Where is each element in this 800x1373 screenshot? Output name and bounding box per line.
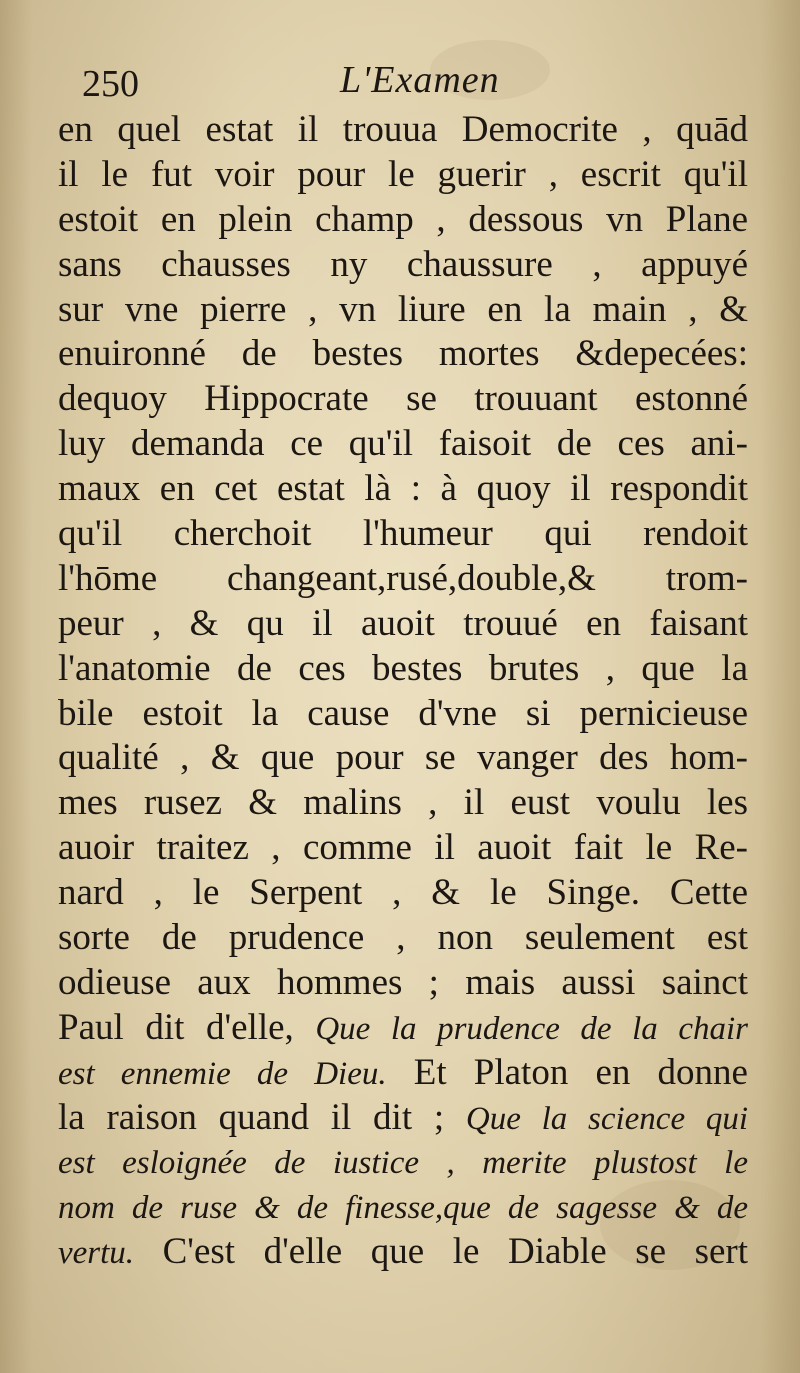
roman-text: qu'il cherchoit l'humeur qui rendoit bbox=[58, 513, 748, 555]
text-line bbox=[58, 692, 748, 737]
text-line bbox=[58, 288, 748, 333]
roman-text: sans chausses ny chaussure , appuyé bbox=[58, 243, 748, 285]
italic-text: Que la science qui bbox=[465, 1100, 748, 1137]
text-line bbox=[58, 826, 748, 871]
text-line bbox=[58, 1185, 748, 1230]
text-line bbox=[58, 198, 748, 243]
text-line bbox=[58, 243, 748, 288]
italic-text: est ennemie de Dieu. bbox=[58, 1055, 387, 1092]
roman-text: auoir traitez , comme il auoit fait le Re- bbox=[58, 827, 748, 869]
text-line bbox=[58, 1006, 748, 1051]
text-line bbox=[58, 377, 748, 422]
text-line bbox=[58, 1051, 748, 1096]
italic-text: vertu. bbox=[58, 1235, 135, 1272]
text-line bbox=[58, 1096, 748, 1141]
text-line bbox=[58, 736, 748, 781]
roman-text: estoit en plein champ , dessous vn Plane bbox=[58, 198, 748, 240]
roman-text: en quel estat il trouua Democrite , quād bbox=[58, 109, 748, 150]
text-line bbox=[58, 916, 748, 961]
text-line bbox=[58, 647, 748, 692]
text-line bbox=[58, 332, 748, 377]
text-line bbox=[58, 108, 748, 153]
italic-text: est esloignée de iustice , merite plustost le bbox=[58, 1145, 748, 1182]
italic-text: Que la prudence de la chair bbox=[315, 1010, 748, 1047]
text-line bbox=[58, 961, 748, 1006]
text-line bbox=[58, 467, 748, 512]
roman-text: qualité , & que pour se vanger des hom- bbox=[58, 737, 748, 779]
roman-text: il le fut voir pour le guerir , escrit qu'il bbox=[58, 153, 748, 195]
page-number: 250 bbox=[82, 63, 139, 105]
roman-text: l'anatomie de ces bestes brutes , que la bbox=[58, 647, 748, 689]
roman-text: C'est d'elle que le Diable se sert bbox=[134, 1231, 748, 1273]
running-head bbox=[70, 58, 730, 108]
text-line bbox=[58, 557, 748, 602]
body-text bbox=[58, 108, 748, 1275]
text-line bbox=[58, 1230, 748, 1275]
roman-text: la raison quand il dit ; bbox=[58, 1096, 466, 1138]
roman-text: odieuse aux hommes ; mais aussi sainct bbox=[58, 961, 748, 1003]
roman-text: peur , & qu il auoit trouué en faisant bbox=[58, 602, 748, 644]
roman-text: bile estoit la cause d'vne si pernicieuse bbox=[58, 692, 748, 734]
text-line bbox=[58, 781, 748, 826]
roman-text: enuironné de bestes mortes &depecées: bbox=[58, 333, 748, 375]
roman-text: nard , le Serpent , & le Singe. Cette bbox=[58, 872, 748, 914]
text-line bbox=[58, 512, 748, 557]
roman-text: dequoy Hippocrate se trouuant estonné bbox=[58, 378, 748, 420]
roman-text: Paul dit d'elle, bbox=[58, 1006, 316, 1048]
roman-text: sur vne pierre , vn liure en la main , & bbox=[58, 288, 748, 330]
roman-text: luy demanda ce qu'il faisoit de ces ani- bbox=[58, 423, 748, 465]
text-line bbox=[58, 602, 748, 647]
roman-text: Et Platon en donne bbox=[386, 1051, 748, 1093]
roman-text: l'hōme changeant,rusé,double,& trom- bbox=[58, 557, 748, 599]
roman-text: sorte de prudence , non seulement est bbox=[58, 917, 748, 959]
roman-text: maux en cet estat là : à quoy il respondit bbox=[58, 468, 748, 510]
text-line bbox=[58, 871, 748, 916]
running-title: L'Examen bbox=[340, 59, 500, 101]
roman-text: mes rusez & malins , il eust voulu les bbox=[58, 782, 748, 824]
text-line bbox=[58, 153, 748, 198]
text-line bbox=[58, 422, 748, 467]
italic-text: nom de ruse & de finesse,que de sagesse & de bbox=[58, 1190, 748, 1227]
text-line bbox=[58, 1140, 748, 1185]
